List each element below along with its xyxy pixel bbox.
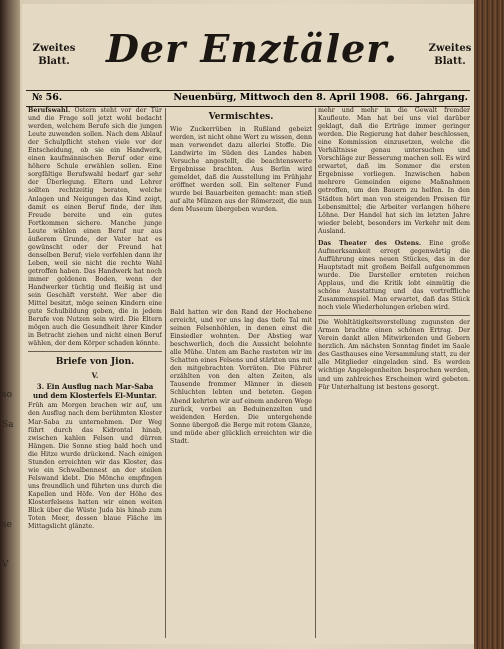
strip-text: Sa — [2, 420, 14, 430]
place-date: Neuenbürg, Mittwoch den 8. April 1908. — [173, 92, 389, 103]
briefe-subhead: 3. Ein Ausflug nach Mar-Saba und dem Klosterfels El-Muntar. — [32, 382, 157, 401]
column-3 — [318, 107, 470, 637]
theater-text: Eine große Aufmerksamkeit erregt gegenwärtig die Aufführung eines neuen Stückes, das in der Hauptstadt mit großem Beifall aufgenommen wurde. Die Darsteller ernteten reichen Applaus, und die Kritik lobt einmütig die schöne Ausstattung und das vortreffliche Zusammenspiel. Man erwartet, daß das Stück noch viele Wiederholungen erleben wird. — [318, 239, 470, 312]
right-badge: Zweites Blatt. — [428, 43, 472, 67]
issue-number: № 56. — [32, 92, 63, 103]
berufswahl-text: Ostern steht vor der Tür und die Frage soll jetzt wohl bedacht werden, welchem Berufe sich die jungen Leute zuwenden sollen. Nach dem Ablauf der Schulpflicht stehen viele vor der Entscheidung, ob sie ein Handwerk, einen kaufmännischen Beruf oder eine höhere Schule erwählen sollen. Eine sorgfältige Berufswahl bedarf gar sehr der Überlegung. Eltern und Lehrer sollten rechtzeitig beraten, welche Anlagen und Neigungen das Kind zeigt, damit es einen Beruf finde, der ihm Freude bereite und ein gutes Fortkommen sichere. Manche junge Leute wählen einen Beruf nur aus äußerem Grunde, der Vater hat es gewünscht oder der Freund hat denselben Beruf; viele verfehlen dann ihr Leben, weil sie nicht die rechte Wahl getroffen haben. Das Handwerk hat noch immer goldenen Boden, wenn der Handwerker tüchtig und fleißig ist und sein Geschäft versteht. Wer aber die Mittel besitzt, möge seinen Kindern eine gute Schulbildung geben, die in jedem Berufe von Nutzen sein wird. Die Eltern mögen auch die Gesundheit ihrer Kinder in Betracht ziehen und nicht einen Beruf wählen, der dem Körper schaden könnte. — [28, 107, 162, 348]
column-2-top — [170, 107, 312, 307]
book-edge — [474, 0, 504, 649]
column-1 — [28, 107, 162, 637]
berufswahl-lead: Berufswahl. — [28, 107, 71, 114]
briefe-heading: Briefe von Jion. — [55, 357, 135, 368]
vermischtes-text: Wie Zuckerrüben in Rußland gebeizt werden, ist nicht ohne Wert zu wissen, denn man verwendet dazu allerlei Stoffe. Die Landwirte im Süden des Landes haben Versuche angestellt, die beachtenswerte Ergebnisse brachten. Aus Berlin wird gemeldet, daß die Ausstellung im Frühjahr eröffnet werden soll. Ein seltener Fund wurde bei Bauarbeiten gemacht: man stieß auf alte Münzen aus der Römerzeit, die nun dem Museum übergeben wurden. — [170, 126, 312, 214]
column-divider — [165, 108, 166, 638]
column-divider — [315, 108, 316, 638]
continued-text: Bald hatten wir den Rand der Hochebene erreicht, und vor uns lag das tiefe Tal mit seinen Felsenhöhlen, in denen einst die Einsiedler wohnten. Der Abstieg war beschwerlich, doch die Aussicht belohnte alle Mühe. Unten am Bache rasteten wir im Schatten eines Felsens und stärkten uns mit den mitgebrachten Vorräten. Die Führer erzählten von den alten Zeiten, als Tausende frommer Männer in diesen Schluchten lebten und beteten. Gegen Abend kehrten wir auf einem anderen Wege zurück, vorbei an Beduinenzelten und weidenden Herden. Die untergehende Sonne übergoß die Berge mit rotem Glanze, und müde aber glücklich erreichten wir die Stadt. — [170, 309, 312, 445]
theater-article — [318, 240, 470, 312]
left-badge: Zweites Blatt. — [32, 43, 76, 67]
berufswahl-article — [28, 107, 162, 348]
strip-text: se — [2, 520, 12, 530]
top-rule — [26, 90, 470, 91]
newspaper-title: Der Enztäler. — [105, 26, 399, 71]
col3-text: mehr und mehr in die Gewalt fremder Kaufleute. Man hat bei uns viel darüber geklagt, daß die Erträge immer geringer werden. Die Regierung hat daher beschlossen, eine Kommission einzusetzen, welche die Verhältnisse genau untersuchen und Vorschläge zur Besserung machen soll. Es wird erwartet, daß im Sommer die ersten Ergebnisse vorliegen. Inzwischen haben mehrere Gemeinden eigene Maßnahmen getroffen, um den Bauern zu helfen. In den Städten hört man von steigenden Preisen für Lebensmittel; die Arbeiter verlangen höhere Löhne. Der Handel hat sich im letzten Jahre wieder belebt, besonders im Verkehr mit dem Ausland. — [318, 107, 470, 235]
volume: 66. Jahrgang. — [395, 92, 468, 103]
divider — [28, 351, 162, 352]
dateline — [26, 92, 470, 106]
theater-lead: Das Theater des Ostens. — [318, 239, 422, 247]
vermischtes-heading: Vermischtes. — [208, 112, 274, 122]
col3b-text: Die Wohltätigkeitsvorstellung zugunsten der Armen brachte einen schönen Ertrag. Der Verein dankt allen Mitwirkenden und Gebern herzlich. Am nächsten Sonntag findet im Saale des Gasthauses eine Versammlung statt, zu der alle Mitglieder eingeladen sind. Es werden wichtige Angelegenheiten besprochen werden, und um zahlreiches Erscheinen wird gebeten. Für Unterhaltung ist bestens gesorgt. — [318, 319, 470, 391]
column-2-bottom — [170, 309, 312, 637]
briefe-text: Früh am Morgen brachen wir auf, um den Ausflug nach dem berühmten Kloster Mar-Saba zu unternehmen. Der Weg führt durch das Kidrontal hinab, zwischen kahlen Felsen und dürren Hängen. Die Sonne stieg bald hoch und die Hitze wurde drückend. Nach einigen Stunden erreichten wir das Kloster, das wie ein Schwalbennest an der steilen Felswand klebt. Die Mönche empfingen uns freundlich und führten uns durch die Kapellen und Höfe. Von der Höhe des Klosterfelsens hatten wir einen weiten Blick über die Wüste Juda bis hinab zum Toten Meer, dessen blaue Fläche im Mittagslicht glänzte. — [28, 402, 162, 531]
strip-text: V — [2, 560, 9, 570]
masthead — [22, 4, 474, 89]
strip-text: so — [2, 390, 13, 400]
newspaper-page — [22, 4, 474, 644]
briefe-number: V. — [91, 371, 99, 381]
previous-page-edge — [0, 0, 20, 649]
divider — [318, 315, 470, 316]
